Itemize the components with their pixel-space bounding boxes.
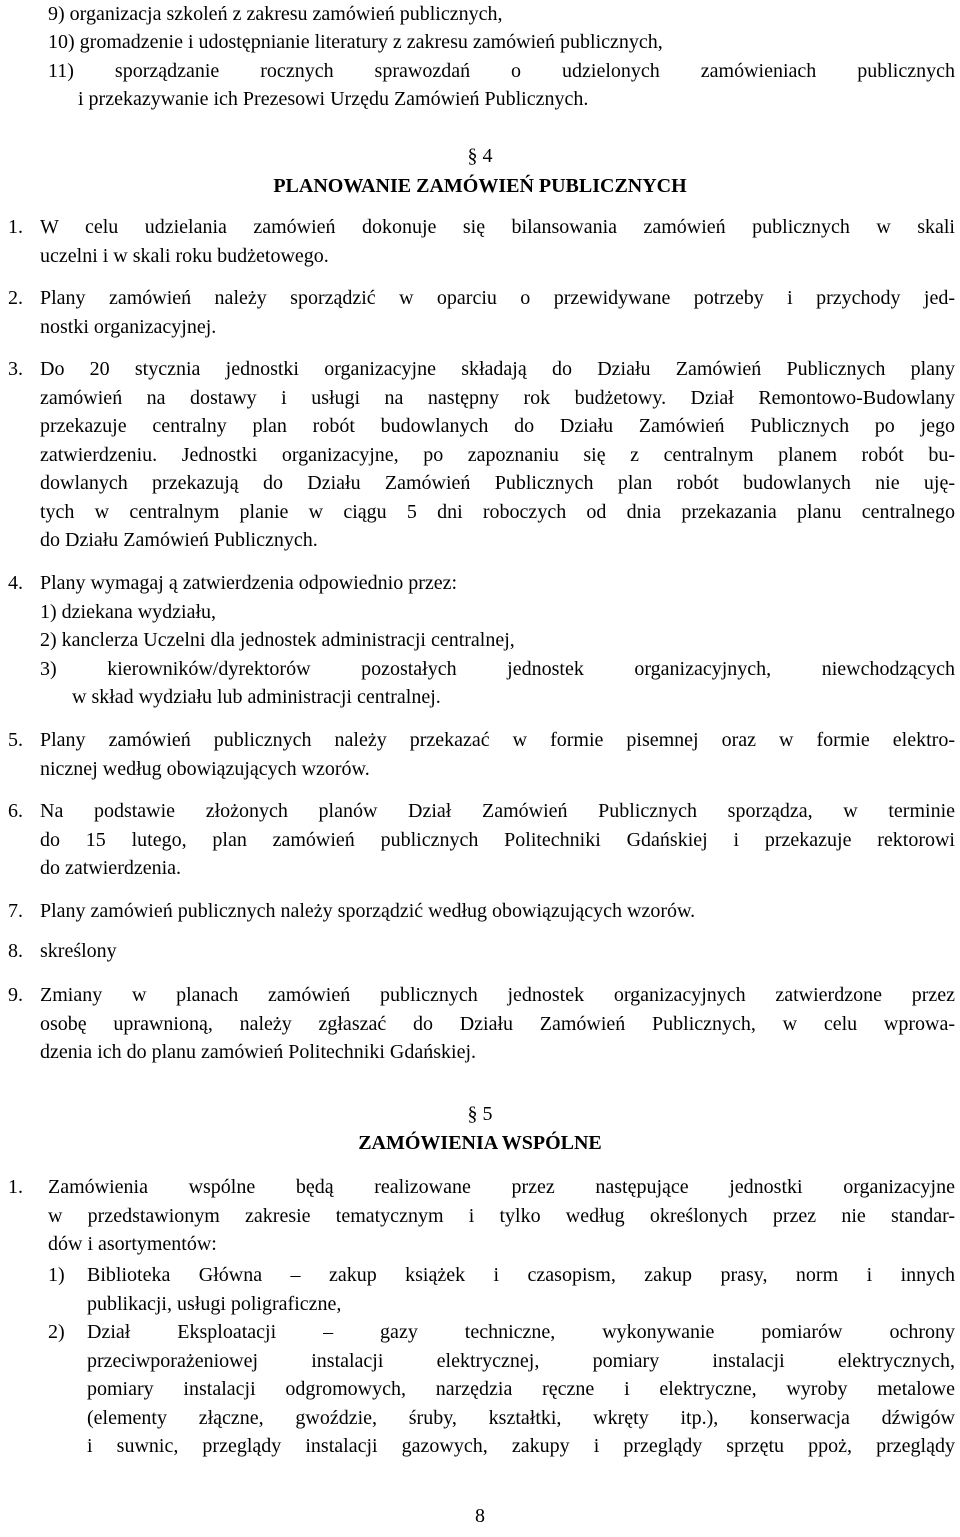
list-item: 3) kierowników/dyrektorów pozostałych jednostek organizacyjnych, niewchodzących bbox=[40, 658, 955, 680]
list-item-line: przeciwporażeniowej instalacji elektrycznej, pomiary instalacji elektrycznych, bbox=[87, 1350, 955, 1372]
paragraph-line: dowlanych przekazują do Działu Zamówień Publicznych plan robót budowlanych nie uję- bbox=[40, 472, 955, 494]
section-number: § 4 bbox=[467, 145, 493, 167]
list-number: 1) bbox=[48, 1264, 65, 1286]
list-item: 10) gromadzenie i udostępnianie literatury z zakresu zamówień publicznych, bbox=[48, 31, 663, 53]
list-item: 11) sporządzanie rocznych sprawozdań o udzielonych zamówieniach publicznych bbox=[48, 60, 955, 82]
list-item-line: publikacji, usługi poligraficzne, bbox=[87, 1293, 342, 1315]
paragraph-number: 3. bbox=[8, 358, 23, 380]
paragraph-number: 7. bbox=[8, 900, 23, 922]
paragraph-number: 1. bbox=[8, 1176, 23, 1198]
list-item-continuation: i przekazywanie ich Prezesowi Urzędu Zamówień Publicznych. bbox=[78, 88, 589, 110]
list-item-line: pomiary instalacji odgromowych, narzędzia ręczne i elektryczne, wyroby metalowe bbox=[87, 1378, 955, 1400]
list-item-continuation: w skład wydziału lub administracji centralnej. bbox=[72, 686, 441, 708]
list-item-line: Biblioteka Główna – zakup książek i czasopism, zakup prasy, norm i innych bbox=[87, 1264, 955, 1286]
paragraph-number: 6. bbox=[8, 800, 23, 822]
paragraph-line: dzenia ich do planu zamówień Politechniki Gdańskiej. bbox=[40, 1041, 476, 1063]
paragraph-number: 9. bbox=[8, 984, 23, 1006]
paragraph-line: Plany zamówień publicznych należy przekazać w formie pisemnej oraz w formie elektro- bbox=[40, 729, 955, 751]
paragraph-number: 5. bbox=[8, 729, 23, 751]
paragraph-line: tych w centralnym planie w ciągu 5 dni roboczych od dnia przekazania planu centralnego bbox=[40, 501, 955, 523]
paragraph-line: do Działu Zamówień Publicznych. bbox=[40, 529, 318, 551]
list-item: 9) organizacja szkoleń z zakresu zamówień publicznych, bbox=[48, 3, 503, 25]
paragraph-line: Plany zamówień publicznych należy sporządzić według obowiązujących wzorów. bbox=[40, 900, 696, 922]
list-item: 1) dziekana wydziału, bbox=[40, 601, 217, 623]
section-title: PLANOWANIE ZAMÓWIEŃ PUBLICZNYCH bbox=[273, 175, 687, 197]
paragraph-line: do 15 lutego, plan zamówień publicznych Politechniki Gdańskiej i przekazuje rektorowi bbox=[40, 829, 955, 851]
section-title: ZAMÓWIENIA WSPÓLNE bbox=[358, 1132, 602, 1154]
paragraph-line: zatwierdzeniu. Jednostki organizacyjne, po zapoznaniu się z centralnym planem robót bu- bbox=[40, 444, 955, 466]
paragraph-line: Plany wymagaj ą zatwierdzenia odpowiednio przez: bbox=[40, 572, 458, 594]
paragraph-line: W celu udzielania zamówień dokonuje się bilansowania zamówień publicznych w skali bbox=[40, 216, 955, 238]
list-number: 2) bbox=[48, 1321, 65, 1343]
paragraph-number: 2. bbox=[8, 287, 23, 309]
paragraph-line: Zmiany w planach zamówień publicznych jednostek organizacyjnych zatwierdzone przez bbox=[40, 984, 955, 1006]
section-number: § 5 bbox=[467, 1103, 493, 1125]
paragraph-line: przekazuje centralny plan robót budowlanych do Działu Zamówień Publicznych po jego bbox=[40, 415, 955, 437]
list-item-line: i suwnic, przeglądy instalacji gazowych, zakupy i przeglądy sprzętu ppoż, przeglądy bbox=[87, 1435, 955, 1457]
paragraph-line: dów i asortymentów: bbox=[48, 1233, 217, 1255]
paragraph-line: Na podstawie złożonych planów Dział Zamówień Publicznych sporządza, w terminie bbox=[40, 800, 955, 822]
list-item-line: Dział Eksploatacji – gazy techniczne, wykonywanie pomiarów ochrony bbox=[87, 1321, 955, 1343]
list-item-line: (elementy złączne, gwoździe, śruby, kształtki, wkręty itp.), konserwacja dźwigów bbox=[87, 1407, 955, 1429]
paragraph-line: Plany zamówień należy sporządzić w oparciu o przewidywane potrzeby i przychody jed- bbox=[40, 287, 955, 309]
paragraph-line: osobę uprawnioną, należy zgłaszać do Działu Zamówień Publicznych, w celu wprowa- bbox=[40, 1013, 955, 1035]
page-number: 8 bbox=[475, 1505, 485, 1527]
paragraph-number: 8. bbox=[8, 940, 23, 962]
paragraph-line: skreślony bbox=[40, 940, 117, 962]
paragraph-line: nicznej według obowiązujących wzorów. bbox=[40, 758, 370, 780]
paragraph-line: w przedstawionym zakresie tematycznym i tylko według określonych przez nie standar- bbox=[48, 1205, 955, 1227]
paragraph-line: do zatwierdzenia. bbox=[40, 857, 182, 879]
paragraph-line: Zamówienia wspólne będą realizowane przez następujące jednostki organizacyjne bbox=[48, 1176, 955, 1198]
paragraph-line: zamówień na dostawy i usługi na następny rok budżetowy. Dział Remontowo-Budowlany bbox=[40, 387, 955, 409]
list-item: 2) kanclerza Uczelni dla jednostek administracji centralnej, bbox=[40, 629, 515, 651]
paragraph-line: Do 20 stycznia jednostki organizacyjne składają do Działu Zamówień Publicznych plany bbox=[40, 358, 955, 380]
paragraph-number: 1. bbox=[8, 216, 23, 238]
paragraph-number: 4. bbox=[8, 572, 23, 594]
paragraph-line: nostki organizacyjnej. bbox=[40, 316, 217, 338]
paragraph-line: uczelni i w skali roku budżetowego. bbox=[40, 245, 329, 267]
